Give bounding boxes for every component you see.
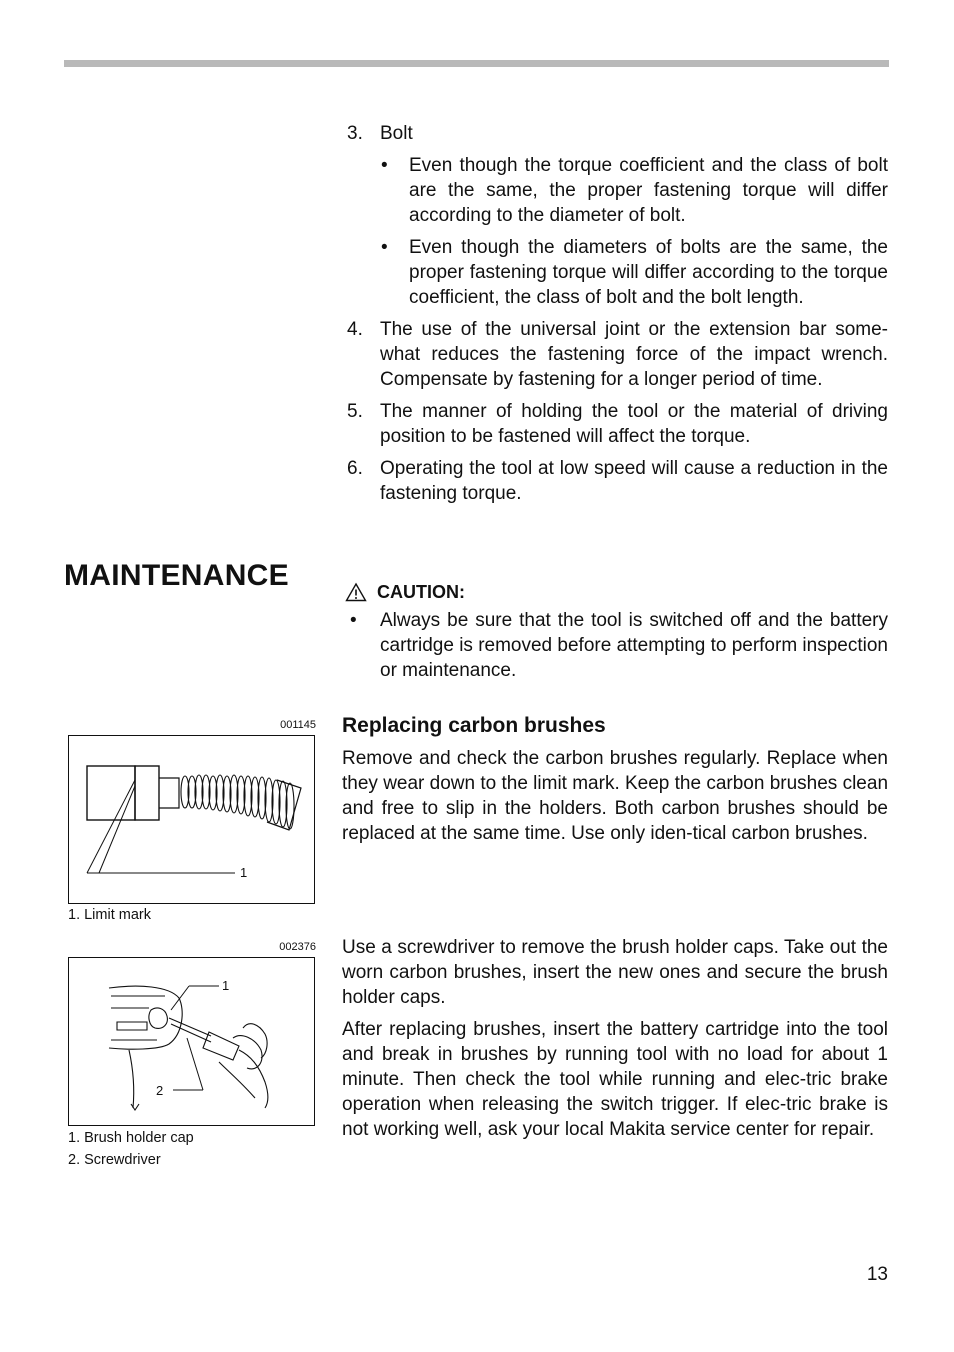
brush-holder-figure	[68, 957, 315, 1126]
bullet-item: • Even though the torque coefficient and the class of bolt are the same, the proper fastening torque will differ according to the diameter of bolt.	[381, 155, 888, 226]
list-item-5: 5. The manner of holding the tool or the material of driving position to be fastened will affect the torque.	[347, 401, 888, 447]
paragraph-group-2: Use a screwdriver to remove the brush holder caps. Take out the worn carbon brushes, insert the new ones and secure the brush holder caps. After replacing brushes, insert the battery cartridge into the tool and break in brushes by running tool with no load for about 1 minute. Then check the tool while running and elec-tric brake operation when releasing the switch trigger. If elec-tric brake is not working well, ask your local Makita service center for repair.	[342, 937, 888, 1140]
figure-caption: 2. Screwdriver	[68, 1152, 161, 1168]
subheading: Replacing carbon brushes	[342, 714, 606, 737]
figure-caption: 1. Limit mark	[68, 907, 151, 923]
list-item-4: 4. The use of the universal joint or the extension bar some-what reduces the fastening force of the impact wrench. Compensate by fastening for a longer period of time.	[347, 319, 888, 390]
list-item-3: 3. Bolt	[347, 123, 413, 144]
warning-triangle-icon	[345, 582, 367, 602]
caution-bullet: • Always be sure that the tool is switched off and the battery cartridge is removed before attempting to perform inspection or maintenance.	[350, 610, 888, 681]
carbon-brush-illustration	[69, 736, 313, 902]
list-item-6: 6. Operating the tool at low speed will cause a reduction in the fastening torque.	[347, 458, 888, 504]
figure-code: 001145	[280, 719, 316, 731]
section-title: MAINTENANCE	[64, 559, 289, 592]
header-rule	[64, 60, 889, 67]
caution-text	[342, 608, 888, 683]
screwdriver-illustration	[69, 958, 313, 1124]
caution-label: CAUTION:	[345, 580, 465, 604]
callout-2: 2	[156, 1083, 164, 1098]
figure-code: 002376	[279, 941, 316, 953]
figure-caption: 1. Brush holder cap	[68, 1130, 194, 1146]
carbon-brush-figure	[68, 735, 315, 904]
callout-1: 1	[240, 865, 248, 880]
torque-factors-list	[342, 121, 888, 513]
paragraph-1: Remove and check the carbon brushes regularly. Replace when they wear down to the limit mark. Keep the carbon brushes clean and free to slip in the holders. Both carbon brushes should be replaced at the same time. Use only iden-tical carbon brushes.	[342, 748, 889, 844]
bullet-item: • Even though the diameters of bolts are the same, the proper fastening torque will differ according to the torque coefficient, the class of bolt and the bolt length.	[381, 237, 888, 308]
callout-1: 1	[222, 978, 230, 993]
page-number: 13	[866, 1264, 888, 1285]
